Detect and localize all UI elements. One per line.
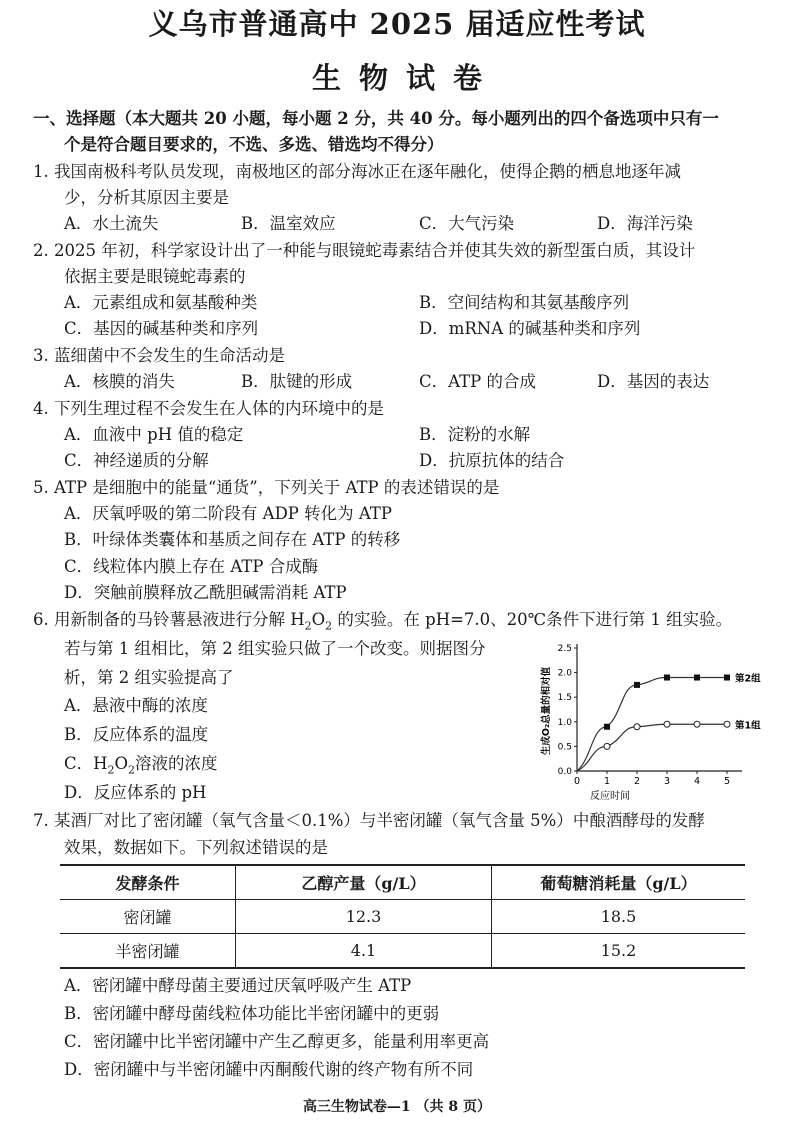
- q1-stem-line1: 1. 我国南极科考队员发现，南极地区的部分海冰正在逐年融化，使得企鹅的栖息地逐年减: [33, 162, 681, 181]
- chart-point: [634, 724, 640, 730]
- q1-option-d: D．海洋污染: [597, 214, 693, 233]
- chart-y-tick-label: 1.0: [557, 717, 572, 728]
- table-header-cell: 乙醇产量（g/L）: [236, 865, 492, 900]
- chart-point: [724, 721, 730, 727]
- q7-option-b: B．密闭罐中酵母菌线粒体功能比半密闭罐中的更弱: [64, 1004, 440, 1023]
- table-header-row: [60, 865, 745, 900]
- table-cell: 密闭罐: [60, 900, 236, 934]
- table-row: [60, 900, 745, 934]
- page-footer: 高三生物试卷—1 （共 8 页）: [302, 1099, 492, 1115]
- q4-option-b: B．淀粉的水解: [419, 425, 531, 444]
- q7-stem-line1: 7. 某酒厂对比了密闭罐（氧气含量＜0.1%）与半密闭罐（氧气含量 5%）中酿酒酵母的发酵: [33, 811, 705, 830]
- chart-point: [694, 721, 700, 727]
- q2-option-d: D．mRNA 的碱基种类和序列: [419, 319, 641, 338]
- q4-option-c: C．神经递质的分解: [64, 451, 209, 470]
- q2-option-c: C．基因的碱基种类和序列: [64, 319, 259, 338]
- q7-option-a: A．密闭罐中酵母菌主要通过厌氧呼吸产生 ATP: [64, 976, 412, 995]
- q6-option-b: B．反应体系的温度: [64, 725, 209, 744]
- chart-legend-label: 第1组: [735, 720, 761, 732]
- table-cell: 15.2: [492, 934, 746, 969]
- q2-stem-line2: 依据主要是眼镜蛇毒素的: [64, 267, 246, 286]
- chart-x-tick-label: 2: [633, 776, 641, 787]
- chart-series-line-2: [577, 724, 727, 771]
- q3-stem: 3. 蓝细菌中不会发生的生命活动是: [33, 346, 285, 365]
- table-cell: 18.5: [492, 900, 746, 934]
- q7-stem-line2: 效果，数据如下。下列叙述错误的是: [64, 838, 328, 857]
- q5-option-c: C．线粒体内膜上存在 ATP 合成酶: [64, 557, 319, 576]
- q4-option-a: A．血液中 pH 值的稳定: [64, 425, 244, 444]
- q3-option-a: A．核膜的消失: [64, 372, 175, 391]
- q6-option-d: D．反应体系的 pH: [64, 783, 207, 802]
- chart-point: [604, 743, 610, 749]
- chart-point: [664, 721, 670, 727]
- q2-stem-line1: 2. 2025 年初，科学家设计出了一种能与眼镜蛇毒素结合并使其失效的新型蛋白质，其设计: [33, 241, 696, 260]
- chart-x-tick-label: 4: [693, 776, 701, 787]
- section-instructions-line1: 一、选择题（本大题共 20 小题，每小题 2 分，共 40 分。每小题列出的四个备选项中只有一: [33, 109, 719, 128]
- chart-x-tick-label: 3: [663, 776, 671, 787]
- table-cell: 半密闭罐: [60, 934, 236, 969]
- q1-option-c: C．大气污染: [419, 214, 515, 233]
- exam-subtitle: 生物试卷: [311, 61, 500, 95]
- q7-option-d: D．密闭罐中与半密闭罐中丙酮酸代谢的终产物有所不同: [64, 1060, 474, 1079]
- q5-stem: 5. ATP 是细胞中的能量“通货”，下列关于 ATP 的表述错误的是: [33, 478, 500, 497]
- chart-y-tick-label: 2.5: [557, 644, 572, 654]
- chart-legend-label: 第2组: [735, 673, 761, 685]
- chart-x-axis-label: 反应时间: [590, 791, 630, 802]
- chart-y-axis-label: 生成O₂总量的相对值: [541, 666, 552, 756]
- q5-option-b: B．叶绿体类囊体和基质之间存在 ATP 的转移: [64, 530, 401, 549]
- chart-y-tick-label: 0.5: [557, 742, 572, 753]
- q4-stem: 4. 下列生理过程不会发生在人体的内环境中的是: [33, 399, 384, 418]
- exam-title: 义乌市普通高中 2025 届适应性考试: [148, 7, 646, 41]
- fermentation-data-table: [60, 864, 745, 969]
- section-instructions-line2: 个是符合题目要求的，不选、多选、错选均不得分）: [64, 135, 444, 154]
- chart-point: [634, 682, 640, 688]
- q5-option-d: D．突触前膜释放乙酰胆碱需消耗 ATP: [64, 583, 347, 602]
- o2-production-chart: [530, 636, 770, 806]
- q6-stem-line1: 6. 用新制备的马铃薯悬液进行分解 $H_2O_2$ 的实验。在 pH=7.0、20℃条件下进行第 1 组实验。: [33, 610, 733, 633]
- chart-point: [604, 724, 610, 730]
- q7-option-c: C．密闭罐中比半密闭罐中产生乙醇更多，能量利用率更高: [64, 1032, 490, 1051]
- chart-y-tick-label: 2.0: [557, 668, 572, 679]
- table-header-cell: 发酵条件: [60, 865, 236, 900]
- q3-option-c: C．ATP 的合成: [419, 372, 536, 391]
- q3-option-b: B．肽键的形成: [241, 372, 353, 391]
- q1-stem-line2: 少，分析其原因主要是: [64, 188, 229, 207]
- chart-y-tick-label: 1.5: [557, 693, 572, 704]
- q2-option-a: A．元素组成和氨基酸种类: [64, 293, 258, 312]
- chart-y-tick-label: 0.0: [557, 767, 572, 777]
- q6-option-c: C．$H_2O_2$溶液的浓度: [64, 754, 218, 777]
- chart-x-tick-label: 5: [723, 776, 731, 787]
- q2-option-b: B．空间结构和其氨基酸序列: [419, 293, 630, 312]
- q5-option-a: A．厌氧呼吸的第二阶段有 ADP 转化为 ATP: [64, 504, 393, 523]
- q4-option-d: D．抗原抗体的结合: [419, 451, 565, 470]
- chart-x-tick-label: 1: [603, 776, 611, 787]
- table-cell: 4.1: [236, 934, 492, 969]
- q6-stem-line3: 析，第 2 组实验提高了: [64, 668, 234, 687]
- chart-point: [694, 675, 700, 681]
- q6-stem-line2: 若与第 1 组相比，第 2 组实验只做了一个改变。则据图分: [64, 639, 486, 658]
- q1-option-a: A．水土流失: [64, 214, 159, 233]
- chart-x-tick-label: 0: [573, 776, 581, 787]
- table-cell: 12.3: [236, 900, 492, 934]
- table-row: [60, 934, 745, 969]
- q6-option-a: A．悬液中酶的浓度: [64, 696, 208, 715]
- q1-option-b: B．温室效应: [241, 214, 336, 233]
- table-header-cell: 葡萄糖消耗量（g/L）: [492, 865, 746, 900]
- q3-option-d: D．基因的表达: [597, 372, 710, 391]
- chart-point: [724, 675, 730, 681]
- chart-point: [664, 675, 670, 681]
